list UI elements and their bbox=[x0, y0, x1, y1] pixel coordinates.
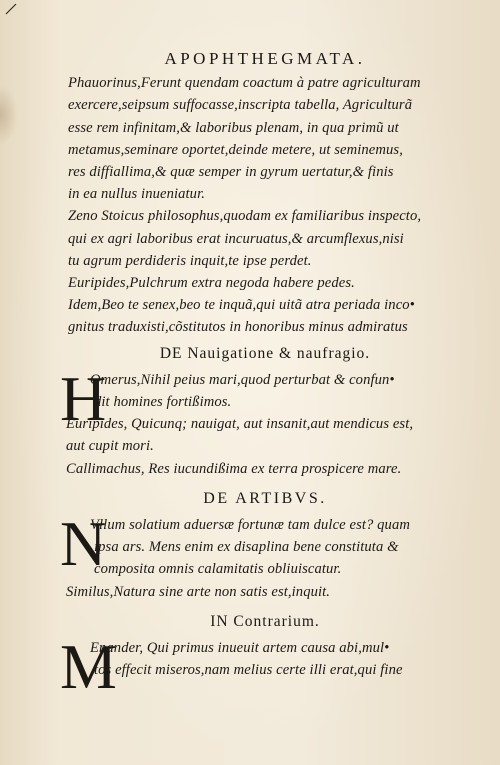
drop-paragraph-nullum bbox=[60, 508, 470, 581]
entry-line: composita omnis calamitatis obliuiscatur. bbox=[94, 561, 342, 578]
entry-line: aut cupit mori. bbox=[66, 438, 154, 455]
entry-line: ipsa ars. Mens enim ex disaplina bene constituta & bbox=[94, 539, 399, 556]
entry-line: Similus,Natura sine arte non satis est,inquit. bbox=[66, 583, 331, 600]
section-heading-artibus: DE ARTIBVS. bbox=[203, 489, 327, 507]
entry-line: Phauorinus,Ferunt quendam coactum à patre agriculturam bbox=[68, 75, 421, 92]
entry-euripides bbox=[60, 272, 470, 294]
entry-line: Callimachus, Res iucundißima ex terra prospicere mare. bbox=[66, 460, 402, 477]
entry-line: Vllum solatium aduersæ fortunæ tam dulce est? quam bbox=[90, 517, 410, 534]
entry-line: exercere,seipsum suffocasse,inscripta tabella, Agriculturã bbox=[68, 97, 413, 114]
entry-zeno bbox=[60, 205, 470, 272]
entry-line: gnitus traduxisti,cõstitutos in honoribus minus admiratus bbox=[68, 319, 408, 336]
entry-phauorinus bbox=[60, 72, 470, 205]
entry-line: qui ex agri laboribus erat incuruatus,& arcumflexus,nisi bbox=[68, 230, 404, 247]
entry-idem bbox=[60, 294, 470, 338]
entry-line: Omerus,Nihil peius mari,quod perturbat & confun• bbox=[90, 371, 395, 388]
entry-line: Zeno Stoicus philosophus,quodam ex familiaribus inspecto, bbox=[68, 208, 422, 225]
drop-cap: M bbox=[60, 631, 118, 703]
page-text bbox=[60, 48, 470, 703]
page-stain bbox=[0, 85, 18, 145]
entry-line: esse rem infinitam,& laboribus plenam, in qua primũ ut bbox=[68, 119, 399, 136]
entry-line: Euripides,Pulchrum extra negoda habere pedes. bbox=[68, 275, 355, 292]
entry-line: dit homines fortißimos. bbox=[94, 394, 232, 411]
page-title: APOPHTHEGMATA. bbox=[164, 49, 366, 68]
entry-line: Enander, Qui primus inueuit artem causa abi,mul• bbox=[90, 640, 390, 657]
entry-line: metamus,seminare oportet,deinde metere, ut seminemus, bbox=[68, 141, 403, 158]
drop-paragraph-menander bbox=[60, 631, 470, 703]
entry-line: tu agrum perdideris inquit,te ipse perdet. bbox=[68, 252, 312, 269]
drop-cap: H bbox=[60, 362, 107, 434]
entry-line: in ea nullus inueniatur. bbox=[68, 186, 205, 203]
entry-line: res diffiallima,& quæ semper in gyrum uertatur,& finis bbox=[68, 164, 394, 181]
entry-callimachus bbox=[60, 458, 470, 480]
corner-mark-icon bbox=[4, 2, 18, 16]
section-heading-contrarium: IN Contrarium. bbox=[210, 612, 320, 630]
entry-euripides-2 bbox=[60, 413, 470, 457]
entry-similus bbox=[60, 581, 470, 603]
drop-cap: N bbox=[60, 508, 107, 580]
section-heading-nauigatione: DE Nauigatione & naufragio. bbox=[159, 344, 371, 362]
entry-line: Euripides, Quicunq; nauigat, aut insanit,aut mendicus est, bbox=[66, 416, 414, 433]
entry-line: tos effecit miseros,nam melius certe illi erat,qui fine bbox=[94, 662, 403, 679]
entry-line: Idem,Beo te senex,beo te inquã,qui uitã atra periada inco• bbox=[68, 297, 415, 314]
